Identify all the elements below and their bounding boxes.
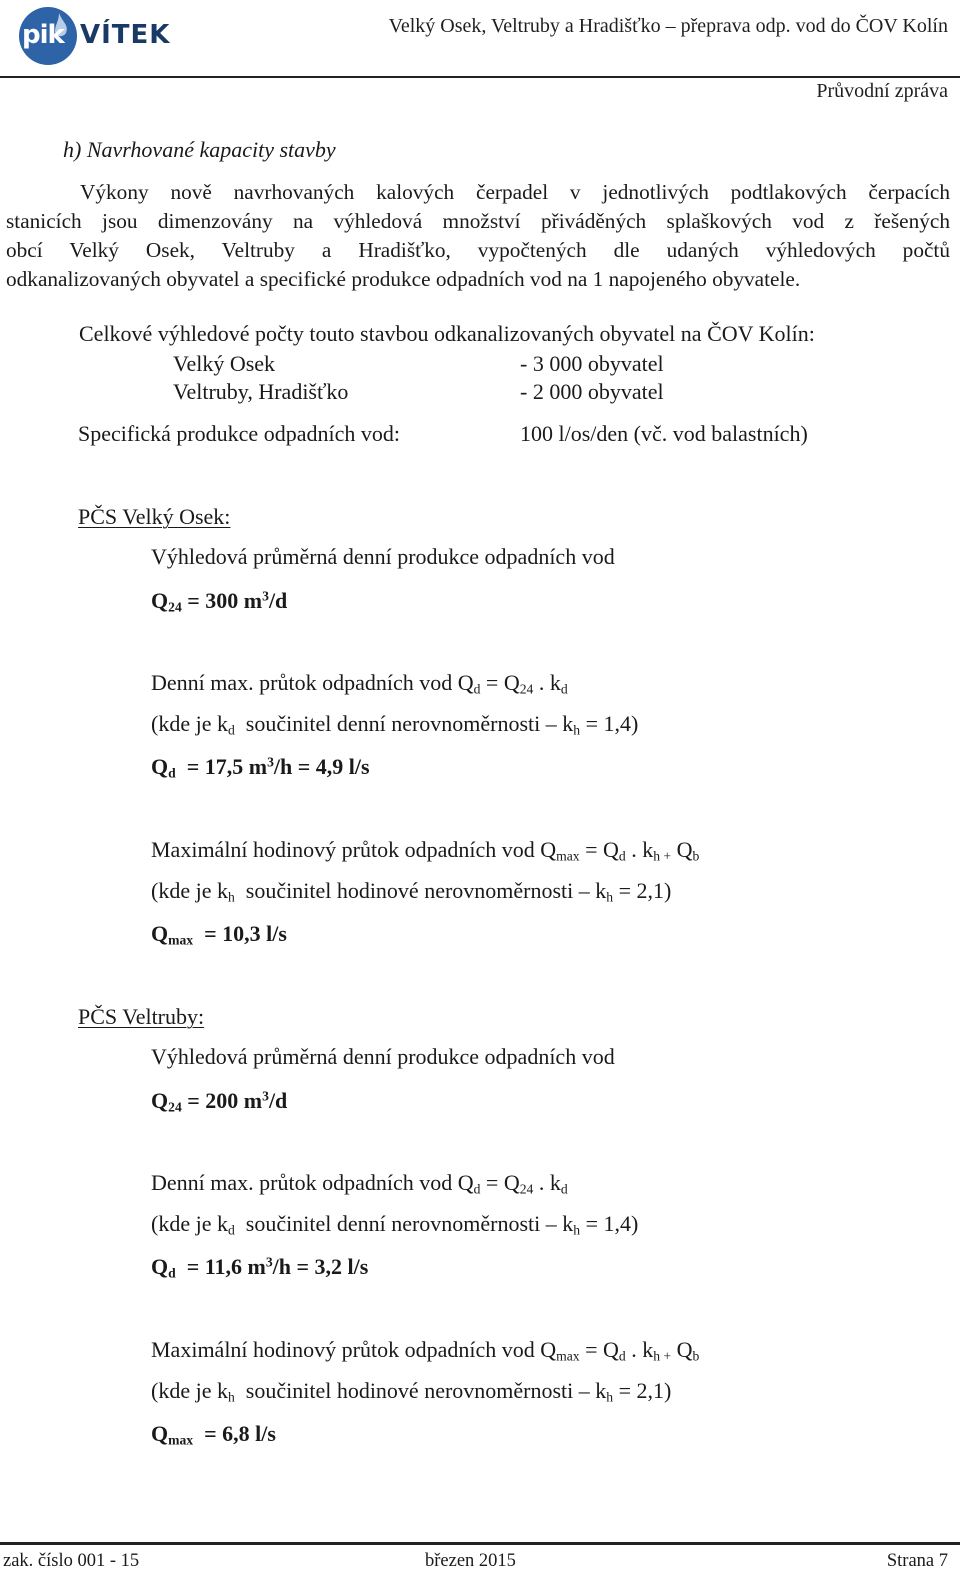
hourly-max-formula: Maximální hodinový průtok odpadních vod $Q_{max} = Q_d$ . $k_{h +}$ $Q_b$	[151, 837, 700, 864]
daily-max-formula: Denní max. průtok odpadních vod $Q_d = Q_{24}$ . $k_d$	[151, 670, 568, 697]
qd-result: $Q_d = 17,5$ $m^3/h = 4,9$ l/s	[151, 754, 370, 781]
qmax-result: $Q_{max} = 10,3$ l/s	[151, 921, 287, 948]
intro-line: Výkony nově navrhovaných kalových čerpadel v jednotlivých podtlakových čerpacích	[80, 180, 950, 204]
specific-production-value: 100 l/os/den (vč. vod balastních)	[520, 421, 808, 446]
logo-drop-icon	[19, 7, 77, 65]
footer-divider	[0, 1542, 960, 1545]
avg-production-label: Výhledová průměrná denní produkce odpadních vod	[151, 1044, 615, 1069]
kh-coefficient-note: (kde je $k_h$ součinitel hodinové nerovnoměrnosti – $k_h = 2,1$)	[151, 1378, 672, 1405]
hourly-max-formula: Maximální hodinový průtok odpadních vod $Q_{max} = Q_d$ . $k_{h +}$ $Q_b$	[151, 1337, 700, 1364]
summary-heading: Celkové výhledové počty touto stavbou odkanalizovaných obyvatel na ČOV Kolín:	[79, 321, 815, 346]
daily-max-formula: Denní max. průtok odpadních vod $Q_d = Q_{24}$ . $k_d$	[151, 1170, 568, 1197]
intro-line: odkanalizovaných obyvatel a specifické produkce odpadních vod na 1 napojeného obyvatele.	[6, 267, 801, 291]
section-title: h) Navrhované kapacity stavby	[63, 137, 336, 162]
population-name: Veltruby, Hradišťko	[173, 379, 349, 404]
intro-line: stanicích jsou dimenzovány na výhledová množství přiváděných splaškových vod z řešených	[6, 209, 950, 233]
kd-coefficient-note: (kde je $k_d$ součinitel denní nerovnoměrnosti – $k_h = 1,4$)	[151, 1211, 639, 1238]
kd-coefficient-note: (kde je $k_d$ součinitel denní nerovnoměrnosti – $k_h = 1,4$)	[151, 711, 639, 738]
qd-result: $Q_d = 11,6$ $m^3/h = 3,2$ l/s	[151, 1254, 369, 1281]
footer-page-number: Strana 7	[886, 1551, 948, 1571]
population-value: - 3 000 obyvatel	[520, 351, 664, 376]
population-name: Velký Osek	[173, 351, 276, 376]
population-value: - 2 000 obyvatel	[520, 379, 664, 404]
station-title: PČS Velký Osek:	[78, 504, 231, 529]
header-divider	[0, 76, 960, 78]
specific-production-label: Specifická produkce odpadních vod:	[78, 421, 400, 446]
logo-mark: pik	[22, 20, 64, 50]
logo-wordmark: VÍTEK	[80, 20, 171, 50]
avg-production-label: Výhledová průměrná denní produkce odpadních vod	[151, 544, 615, 569]
station-title: PČS Veltruby:	[78, 1004, 205, 1029]
q24-formula: $Q_{24} = 300$ $m^3/d$	[151, 588, 288, 615]
kh-coefficient-note: (kde je $k_h$ součinitel hodinové nerovnoměrnosti – $k_h = 2,1$)	[151, 878, 672, 905]
intro-paragraph	[6, 178, 950, 294]
footer-date: březen 2015	[425, 1551, 516, 1571]
document-type: Průvodní zpráva	[816, 80, 948, 102]
q24-formula: $Q_{24} = 200$ $m^3/d$	[151, 1088, 288, 1115]
project-title: Velký Osek, Veltruby a Hradišťko – přeprava odp. vod do ČOV Kolín	[388, 15, 948, 37]
footer-contract-number: zak. číslo 001 - 15	[3, 1551, 140, 1571]
intro-line: obcí Velký Osek, Veltruby a Hradišťko, vypočtených dle udaných výhledových počtů	[6, 238, 950, 262]
qmax-result: $Q_{max} = 6,8$ l/s	[151, 1421, 276, 1448]
